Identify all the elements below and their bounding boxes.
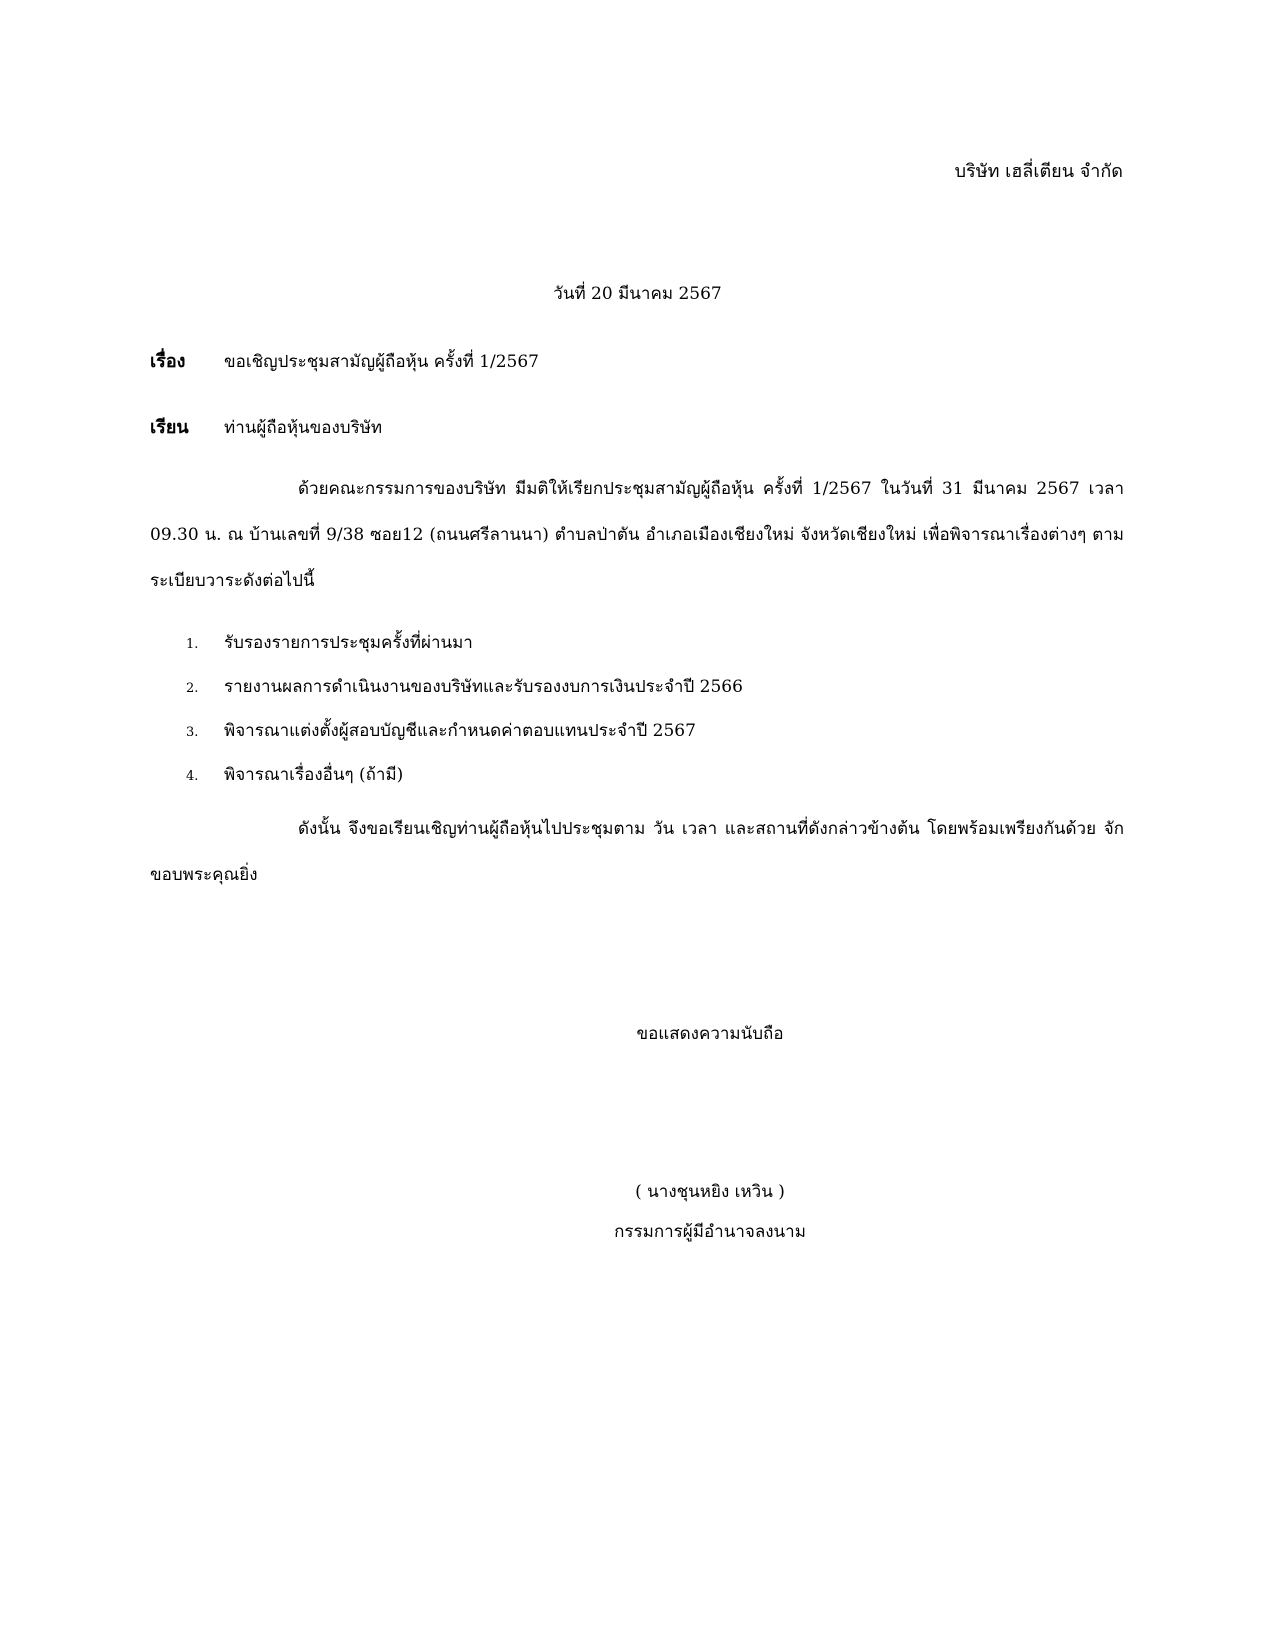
agenda-item-number: 1. — [186, 637, 199, 652]
agenda-item — [186, 673, 743, 717]
agenda-item-number: 2. — [186, 681, 199, 696]
agenda-item-text: พิจารณาเรื่องอื่นๆ (ถ้ามี) — [224, 765, 404, 785]
agenda-item — [186, 629, 743, 673]
company-name: บริษัท เฮลี่เตียน จำกัด — [954, 161, 1123, 182]
agenda-item-text: รับรองรายการประชุมครั้งที่ผ่านมา — [224, 633, 473, 653]
letter-date: วันที่ 20 มีนาคม 2567 — [553, 284, 722, 304]
agenda-list — [186, 629, 743, 805]
agenda-item — [186, 717, 743, 761]
intro-paragraph: ด้วยคณะกรรมการของบริษัท มีมติให้เรียกประชุมสามัญผู้ถือหุ้น ครั้งที่ 1/2567 ในวันที่ 31 มีนาคม 2567 เวลา 09.30 น. ณ บ้านเลขที่ 9/38 ซอย12 (ถนนศรีลานนา) ตำบลป่าตัน อำเภอเมืองเชียงใหม่ จังหวัดเชียงใหม่ เพื่อพิจารณาเรื่องต่างๆ ตามระเบียบวาระดังต่อไปนี้ — [150, 479, 1124, 591]
subject-label: เรื่อง — [150, 351, 186, 372]
recipient-label: เรียน — [150, 417, 189, 438]
agenda-item — [186, 761, 743, 805]
agenda-item-text: พิจารณาแต่งตั้งผู้สอบบัญชีและกำหนดค่าตอบแทนประจำปี 2567 — [224, 721, 696, 741]
signer-name: ( นางชุนหยิง เหวิน ) — [635, 1182, 785, 1202]
agenda-item-text: รายงานผลการดำเนินงานของบริษัทและรับรองงบการเงินประจำปี 2566 — [224, 677, 743, 697]
recipient-text: ท่านผู้ถือหุ้นของบริษัท — [224, 418, 383, 438]
subject-row — [150, 346, 539, 375]
closing-paragraph: ดังนั้น จึงขอเรียนเชิญท่านผู้ถือหุ้นไปประชุมตาม วัน เวลา และสถานที่ดังกล่าวข้างต้น โดยพร้อมเพรียงกันด้วย จักขอบพระคุณยิ่ง — [150, 819, 1124, 885]
agenda-item-number: 3. — [186, 725, 199, 740]
subject-text: ขอเชิญประชุมสามัญผู้ถือหุ้น ครั้งที่ 1/2567 — [224, 352, 539, 372]
recipient-row — [150, 412, 382, 441]
signer-title: กรรมการผู้มีอำนาจลงนาม — [614, 1222, 806, 1242]
agenda-item-number: 4. — [186, 769, 199, 784]
regards-line: ขอแสดงความนับถือ — [636, 1024, 784, 1044]
